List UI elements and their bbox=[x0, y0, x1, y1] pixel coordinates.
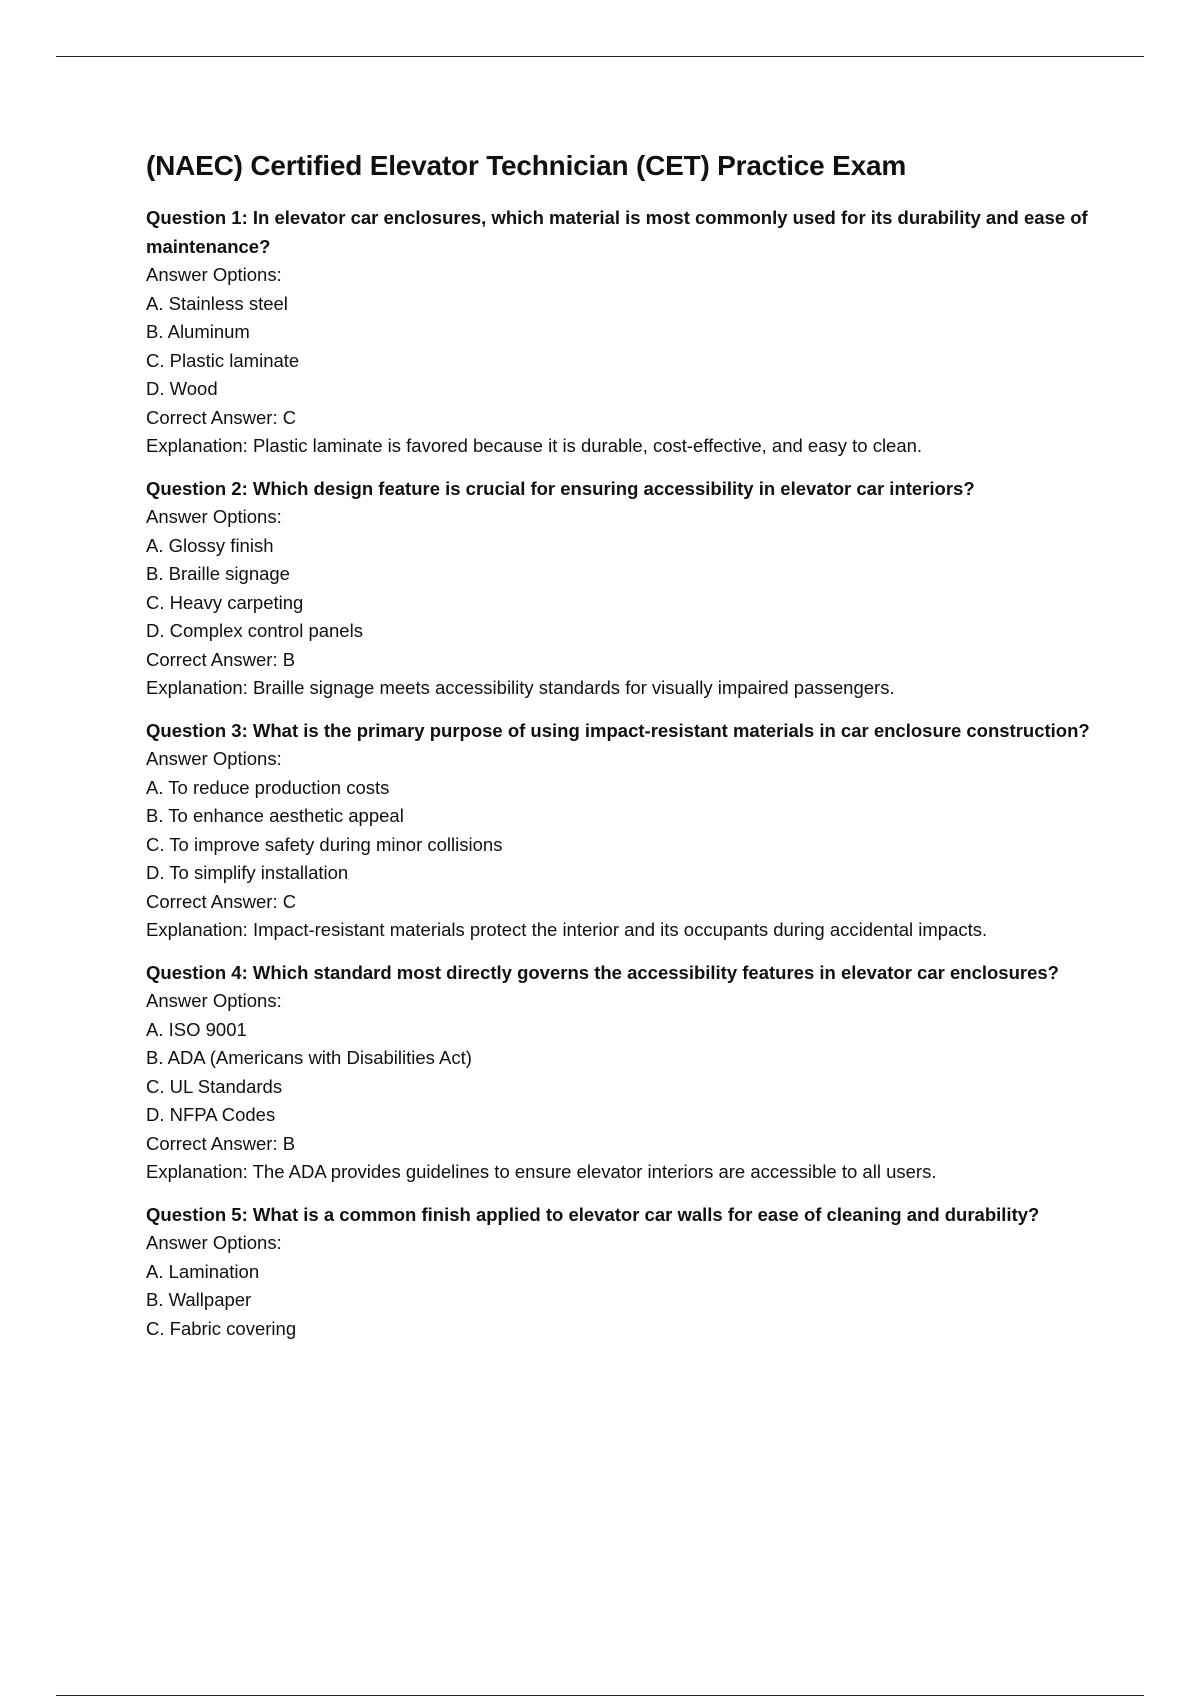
answer-option: B. Aluminum bbox=[146, 321, 250, 342]
explanation: Explanation: Plastic laminate is favored because it is durable, cost-effective, and easy to clean. bbox=[146, 435, 923, 456]
question-block bbox=[146, 204, 1106, 461]
answer-option: B. ADA (Americans with Disabilities Act) bbox=[146, 1047, 472, 1068]
answer-option: B. To enhance aesthetic appeal bbox=[146, 805, 404, 826]
answer-option: D. To simplify installation bbox=[146, 862, 349, 883]
correct-answer: Correct Answer: B bbox=[146, 1132, 296, 1154]
header-rule bbox=[56, 56, 1144, 57]
question-block bbox=[146, 717, 1106, 945]
explanation: Explanation: Braille signage meets accessibility standards for visually impaired passengers. bbox=[146, 677, 895, 698]
explanation: Explanation: Impact-resistant materials protect the interior and its occupants during accidental impacts. bbox=[146, 919, 988, 940]
answer-options-label: Answer Options: bbox=[146, 506, 282, 527]
answer-option: A. ISO 9001 bbox=[146, 1018, 247, 1040]
answer-option: C. Heavy carpeting bbox=[146, 591, 304, 613]
answer-option: A. Lamination bbox=[146, 1260, 260, 1282]
answer-options-label: Answer Options: bbox=[146, 748, 282, 769]
answer-options-label: Answer Options: bbox=[146, 1232, 282, 1253]
answer-options-label: Answer Options: bbox=[146, 990, 282, 1011]
question-prompt: Question 5: What is a common finish applied to elevator car walls for ease of cleaning and durability? bbox=[146, 1203, 1040, 1225]
answer-option: C. To improve safety during minor collisions bbox=[146, 833, 503, 855]
correct-answer: Correct Answer: C bbox=[146, 890, 297, 912]
question-block bbox=[146, 475, 1106, 703]
answer-option: D. Complex control panels bbox=[146, 620, 363, 641]
answer-options-label: Answer Options: bbox=[146, 264, 282, 285]
footer-rule bbox=[56, 1695, 1144, 1696]
answer-option: A. Stainless steel bbox=[146, 292, 288, 314]
question-prompt: Question 2: Which design feature is crucial for ensuring accessibility in elevator car interiors? bbox=[146, 477, 975, 499]
answer-option: C. Plastic laminate bbox=[146, 349, 300, 371]
answer-option: C. UL Standards bbox=[146, 1075, 283, 1097]
answer-option: A. To reduce production costs bbox=[146, 776, 390, 798]
answer-option: D. Wood bbox=[146, 378, 218, 399]
correct-answer: Correct Answer: B bbox=[146, 648, 296, 670]
question-block bbox=[146, 959, 1106, 1187]
correct-answer: Correct Answer: C bbox=[146, 406, 297, 428]
question-prompt: Question 3: What is the primary purpose of using impact-resistant materials in car enclosure construction? bbox=[146, 719, 1090, 741]
explanation: Explanation: The ADA provides guidelines to ensure elevator interiors are accessible to all users. bbox=[146, 1161, 937, 1182]
answer-option: A. Glossy finish bbox=[146, 534, 274, 556]
question-prompt: Question 1: In elevator car enclosures, which material is most commonly used for its durability and ease of maintenance? bbox=[146, 207, 1088, 257]
answer-option: D. NFPA Codes bbox=[146, 1104, 276, 1125]
document-body bbox=[146, 146, 1106, 1357]
answer-option: C. Fabric covering bbox=[146, 1317, 297, 1339]
answer-option: B. Braille signage bbox=[146, 563, 290, 584]
page-title: (NAEC) Certified Elevator Technician (CET) Practice Exam bbox=[146, 150, 907, 181]
question-prompt: Question 4: Which standard most directly governs the accessibility features in elevator car enclosures? bbox=[146, 961, 1059, 983]
answer-option: B. Wallpaper bbox=[146, 1289, 252, 1310]
question-block bbox=[146, 1201, 1106, 1344]
